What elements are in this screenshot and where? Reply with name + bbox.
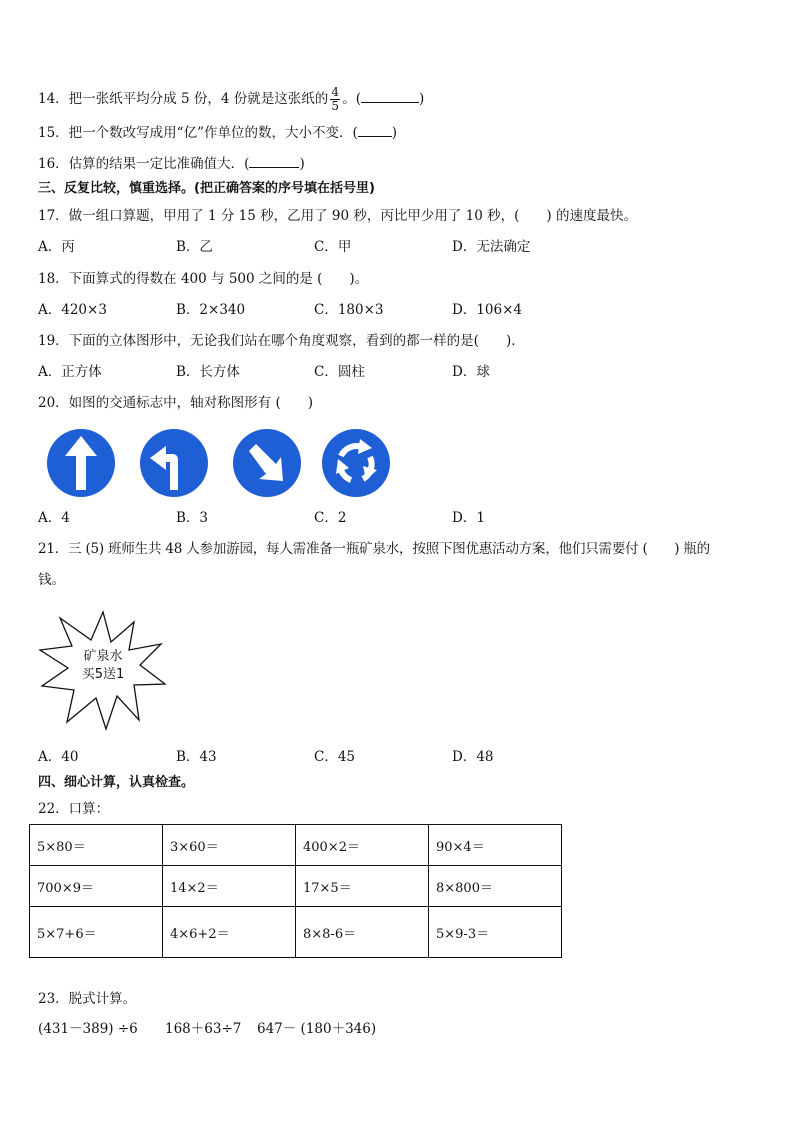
q18-option-d[interactable]: D．106×4	[452, 302, 522, 318]
q18-option-b[interactable]: B．2×340	[176, 302, 246, 318]
section-4-heading: 四、细心计算，认真检查。	[38, 775, 195, 790]
q14-text: 14．把一张纸平均分成 5 份，4 份就是这张纸的	[38, 91, 329, 107]
q20-option-c[interactable]: C．2	[314, 510, 347, 526]
question-15: 15．把一个数改写成用“亿”作单位的数，大小不变．( )	[38, 125, 398, 141]
q19-option-a[interactable]: A．正方体	[38, 364, 102, 380]
answer-blank[interactable]	[249, 155, 299, 168]
q19-option-b[interactable]: B．长方体	[176, 364, 240, 380]
q20-option-d[interactable]: D．1	[452, 510, 485, 526]
answer-blank[interactable]	[361, 90, 419, 103]
q21-option-b[interactable]: B．43	[176, 749, 217, 765]
q18-option-a[interactable]: A．420×3	[38, 302, 107, 318]
star-line-1: 矿泉水	[83, 649, 123, 664]
question-19: 19．下面的立体图形中，无论我们站在哪个角度观察，看到的都一样的是( )．	[38, 333, 525, 349]
q18-option-c[interactable]: C．180×3	[314, 302, 384, 318]
q20-option-a[interactable]: A．4	[38, 510, 70, 526]
table-cell[interactable]: 8×800＝	[429, 866, 562, 907]
star-line-2: 买5送1	[81, 667, 125, 682]
table-cell[interactable]: 90×4＝	[429, 825, 562, 866]
table-cell[interactable]: 8×8-6＝	[296, 907, 429, 958]
up-arrow-sign-icon	[45, 426, 117, 500]
turn-left-sign-icon	[138, 426, 210, 500]
table-row	[30, 907, 562, 958]
q21-option-d[interactable]: D．48	[452, 749, 494, 765]
q17-option-a[interactable]: A．丙	[38, 239, 75, 255]
expression-2: 168＋63÷7	[165, 1021, 242, 1037]
expression-1: (431－389) ÷6	[38, 1021, 138, 1037]
expression-3: 647－ (180＋346)	[257, 1021, 377, 1037]
fraction-four-fifths: $\frac{4}{5}$	[331, 85, 340, 113]
table-cell[interactable]: 5×9-3＝	[429, 907, 562, 958]
q21-option-a[interactable]: A．40	[38, 749, 79, 765]
q19-option-d[interactable]: D．球	[452, 364, 490, 380]
question-16: 16．估算的结果一定比准确值大．( )	[38, 156, 305, 172]
q17-option-d[interactable]: D．无法确定	[452, 239, 531, 255]
question-21-continued: 钱。	[38, 572, 65, 588]
diagonal-arrow-sign-icon	[231, 426, 303, 500]
question-21: 21．三 (5) 班师生共 48 人参加游园，每人需准备一瓶矿泉水，按照下图优惠活动方案，他们只需要付 ( ) 瓶的	[38, 541, 710, 557]
table-cell[interactable]: 14×2＝	[163, 866, 296, 907]
table-cell[interactable]: 400×2＝	[296, 825, 429, 866]
question-14: 14．把一张纸平均分成 5 份，4 份就是这张纸的 $\frac{4}{5}$ 。( )	[38, 85, 425, 113]
question-20: 20．如图的交通标志中，轴对称图形有 ( )	[38, 395, 314, 411]
starburst-promo-icon	[36, 600, 170, 734]
table-cell[interactable]: 17×5＝	[296, 866, 429, 907]
table-cell[interactable]: 700×9＝	[30, 866, 163, 907]
roundabout-sign-icon	[320, 426, 392, 500]
q17-option-c[interactable]: C．甲	[314, 239, 352, 255]
q19-option-c[interactable]: C．圆柱	[314, 364, 365, 380]
question-18: 18．下面算式的得数在 400 与 500 之间的是 ( )。	[38, 271, 369, 287]
section-3-heading: 三、反复比较，慎重选择。(把正确答案的序号填在括号里)	[38, 181, 375, 196]
table-row	[30, 866, 562, 907]
q20-option-b[interactable]: B．3	[176, 510, 209, 526]
table-cell[interactable]: 3×60＝	[163, 825, 296, 866]
question-17: 17．做一组口算题，甲用了 1 分 15 秒，乙用了 90 秒，丙比甲少用了 10 秒，( ) 的速度最快。	[38, 208, 637, 224]
table-cell[interactable]: 5×7+6＝	[30, 907, 163, 958]
table-cell[interactable]: 5×80＝	[30, 825, 163, 866]
table-row	[30, 825, 562, 866]
q17-option-b[interactable]: B．乙	[176, 239, 213, 255]
q21-option-c[interactable]: C．45	[314, 749, 356, 765]
question-22: 22．口算：	[38, 801, 110, 817]
answer-blank[interactable]	[358, 124, 392, 137]
mental-math-table	[29, 824, 562, 958]
question-23: 23．脱式计算。	[38, 991, 137, 1007]
table-cell[interactable]: 4×6+2＝	[163, 907, 296, 958]
